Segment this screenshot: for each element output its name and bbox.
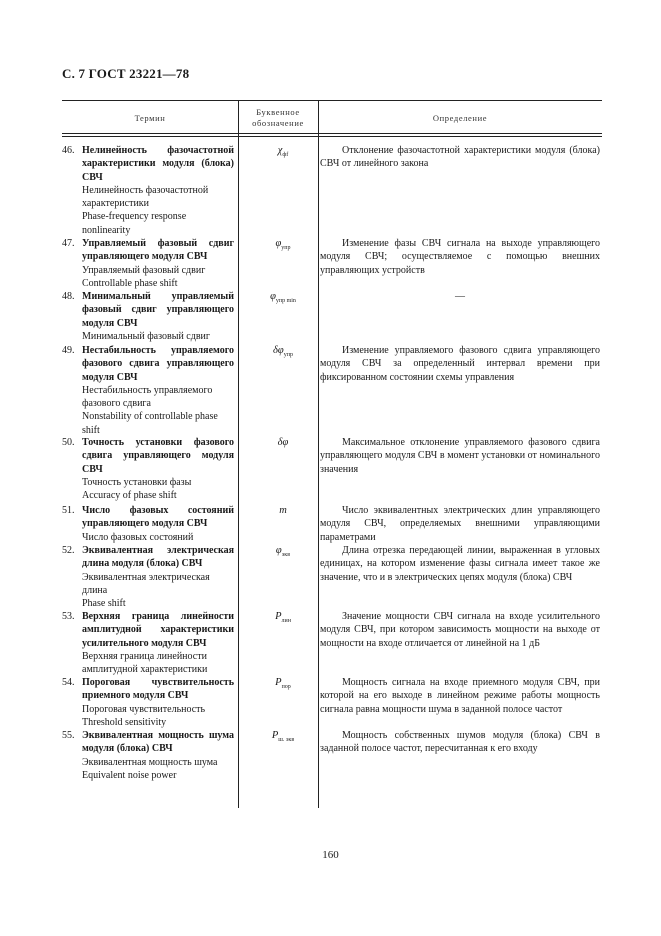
term-english: Phase-frequency response nonlinearity [82, 211, 187, 236]
term-bold: Точность установки фазового сдвига управляющего модуля СВЧ [82, 437, 234, 475]
term-english: Equivalent noise power [82, 769, 177, 781]
term-synonym: Управляемый фазовый сдвиг [82, 264, 206, 276]
term-cell [82, 729, 234, 782]
entry-number: 54. [62, 677, 75, 688]
symbol-cell: $P_{ш. экв}$ [271, 730, 295, 743]
term-cell [82, 237, 234, 290]
entry-number: 51. [62, 505, 75, 516]
definition-cell: Изменение фазы СВЧ сигнала на выходе управляющего модуля СВЧ; осуществляемое с помощью внешних управляющих устройств [320, 238, 600, 276]
term-bold: Нелинейность фазочастотной характеристики модуля (блока) СВЧ [82, 145, 234, 183]
term-cell [82, 436, 234, 502]
term-english: Controllable phase shift [82, 277, 178, 289]
term-bold: Эквивалентная мощность шума модуля (блока) СВЧ [82, 730, 234, 755]
symbol-cell: $P_{лин}$ [275, 611, 291, 624]
term-synonym: Точность установки фазы [82, 476, 192, 488]
header-term: Термин [134, 113, 166, 123]
entry-number: 48. [62, 291, 75, 302]
table-header-rule-2 [62, 136, 602, 137]
header-symbol-line1: Буквенное [256, 107, 300, 117]
entry-number: 52. [62, 545, 75, 556]
term-cell [82, 344, 234, 437]
term-synonym: Нестабильность управляемого фазового сдвига [82, 384, 213, 410]
term-synonym: Эквивалентная мощность шума [82, 756, 218, 768]
document-header: С. 7 ГОСТ 23221—78 [62, 66, 190, 81]
term-english: Threshold sensitivity [82, 716, 167, 728]
header-definition: Определение [432, 113, 488, 123]
term-cell [82, 544, 234, 610]
definition-cell: — [455, 291, 465, 302]
term-cell [82, 504, 234, 544]
definition-cell: Изменение управляемого фазового сдвига управляющего модуля СВЧ за определенный интервал времени при фиксированном состоянии схемы управления [320, 345, 600, 383]
term-bold: Управляемый фазовый сдвиг управляющего модуля СВЧ [82, 238, 234, 263]
table-header-rule [62, 133, 602, 134]
entry-number: 49. [62, 345, 75, 356]
column-divider-right [318, 100, 319, 808]
page-number: 160 [322, 849, 339, 861]
entry-number: 47. [62, 238, 75, 249]
symbol-cell: $\varphi_{упр min}$ [270, 291, 296, 304]
definition-cell: Отклонение фазочастотной характеристики модуля (блока) СВЧ от линейного закона [320, 145, 600, 170]
entry-number: 46. [62, 145, 75, 156]
term-bold: Число фазовых состояний управляющего модуля СВЧ [82, 505, 234, 530]
term-synonym: Пороговая чувствительность [82, 703, 206, 715]
definition-cell: Максимальное отклонение управляемого фазового сдвига управляющего модуля СВЧ в момент установки от номинального значения [320, 437, 600, 475]
term-english: Accuracy of phase shift [82, 490, 177, 502]
symbol-cell: δφ [277, 437, 289, 448]
entry-number: 50. [62, 437, 75, 448]
header-symbol-line2: обозначение [252, 118, 304, 128]
symbol-cell: $\varphi_{упр}$ [275, 238, 291, 251]
term-bold: Минимальный управляемый фазовый сдвиг управляющего модуля СВЧ [82, 291, 234, 329]
symbol-cell: $\delta\varphi_{упр}$ [273, 345, 293, 358]
term-bold: Пороговая чувствительность приемного модуля СВЧ [82, 677, 234, 702]
symbol-cell: $\chi_{фf}$ [277, 145, 289, 158]
symbol-cell: m [279, 505, 287, 516]
symbol-cell: $\varphi_{экв}$ [275, 545, 291, 558]
entry-number: 55. [62, 730, 75, 741]
definition-cell: Число эквивалентных электрических длин управляющего модуля СВЧ, определяемых внешними управляющими параметрами [320, 505, 600, 543]
definition-cell: Мощность собственных шумов модуля (блока) СВЧ в заданной полосе частот, пересчитанная к его входу [320, 730, 600, 755]
term-bold: Нестабильность управляемого фазового сдвига управляющего модуля СВЧ [82, 345, 234, 383]
term-english: Nonstability of controllable phase shift [82, 411, 218, 436]
column-divider-left [238, 100, 239, 808]
term-cell [82, 610, 234, 676]
term-english: Phase shift [82, 598, 126, 610]
definition-cell: Значение мощности СВЧ сигнала на входе усилительного модуля СВЧ, при котором зависимость мощности на выходе от мощности на входе отличается от линейной на 1 дБ [320, 611, 600, 649]
term-synonym: Эквивалентная электрическая длина [82, 571, 210, 596]
term-bold: Верхняя граница линейности амплитудной характеристики усилительного модуля СВЧ [82, 611, 234, 649]
term-cell [82, 290, 234, 343]
term-cell [82, 676, 234, 729]
definition-cell: Длина отрезка передающей линии, выраженная в угловых единицах, на котором изменение фазы сигнала имеет такое же значение, что и в электрических цепях модуля (блока) СВЧ [320, 545, 600, 583]
definition-cell: Мощность сигнала на входе приемного модуля СВЧ, при которой на его выходе в линейном режиме работы мощность сигнала равна мощности шума в заданной полосе частот [320, 677, 600, 715]
symbol-cell: $P_{пор}$ [275, 677, 291, 690]
term-synonym: Верхняя граница линейности амплитудной характеристики [82, 650, 208, 676]
table-top-rule [62, 100, 602, 101]
term-cell [82, 144, 234, 237]
entry-number: 53. [62, 611, 75, 622]
term-synonym: Число фазовых состояний [82, 531, 194, 543]
term-synonym: Минимальный фазовый сдвиг [82, 330, 211, 342]
term-synonym: Нелинейность фазочастотной характеристики [82, 184, 209, 210]
term-bold: Эквивалентная электрическая длина модуля (блока) СВЧ [82, 545, 234, 570]
